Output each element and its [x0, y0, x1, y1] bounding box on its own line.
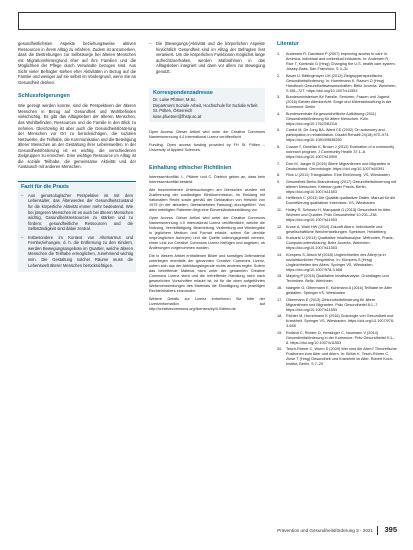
practice-summary-box — [18, 181, 136, 272]
contact-department: Department Soziale Arbeit, Hochschule für Soziale Arbeit — [153, 102, 258, 108]
reference-item — [277, 253, 397, 273]
reference-item — [277, 162, 397, 172]
reference-text: Bundeszentrale für gesundheitliche Aufklärung (2011) Gesundheitsförderung für ältere Menschen. Köln. https://doi.org/10.17623/BZGA — [286, 111, 377, 126]
reference-number: 2. — [277, 73, 281, 78]
reference-item — [277, 145, 397, 160]
reference-text: Helfferich C (2011) Die Qualität qualitativer Daten. Manual für die Durchführung qualitativer Interviews. VS, Wiesbaden — [286, 196, 396, 206]
reference-text: Cowan Y, Donelan K, Brown J (2012) Evaluation of a community outreach program. J Community Health 37:1–8. https://doi.org/10.1007/s10900 — [286, 144, 395, 159]
header-bar — [18, 12, 396, 30]
reference-number: 3. — [277, 95, 281, 100]
reference-number: 12. — [277, 224, 283, 229]
reference-item — [277, 173, 397, 178]
contact-name: Dr. Luise Pfütner, M.Sc. — [153, 97, 197, 103]
reference-item — [277, 128, 397, 143]
reference-number: 13. — [277, 236, 283, 241]
page-footer — [277, 526, 397, 538]
reference-text: Holley R, Schwarz H, Marquardt G (2015) Gesundheit im Alter. Wohnen und Quartier. Präv Gesundheitsf 10:231–238. https://doi.org/10.1007/s11553 — [286, 207, 392, 222]
reference-item — [277, 314, 397, 329]
reference-text: Mayring P (2015) Qualitative Inhaltsanalyse. Grundlagen und Techniken. Beltz, Weinheim — [286, 274, 389, 284]
reference-list — [277, 52, 397, 367]
reference-item — [277, 95, 397, 110]
correspondence-box — [149, 88, 265, 122]
reference-item — [277, 208, 397, 223]
reference-number: 19. — [277, 330, 283, 335]
reference-text: Andersen R, Davidson P (2007) Improving access to care in America: individual and contextual indicators. In: Andersen R, Rice T, Kominski G (Hrsg) Changing the U.S. health care system. Jossey-Bass, San Francisco, S 3–31 — [286, 52, 396, 71]
footer-divider — [377, 526, 378, 535]
reference-number: 4. — [277, 111, 281, 116]
reference-number: 7. — [277, 161, 281, 166]
reference-item — [277, 74, 397, 94]
page-number: 395 — [384, 525, 397, 534]
funding-note: Funding. Open access funding provided by FH St. Pölten – University of Applied Sciences. — [149, 143, 265, 153]
reference-number: 10. — [277, 196, 283, 201]
column-right — [277, 41, 397, 369]
practice-item: – Insbesondere im Kontext von Altersarmut und Fernbeziehungen, d. h. die Entfernung zu den Kindern, werden Bewegungsangebote im Quartier, welche älteren Menschen die Teilhabe ermöglichen, zunehmend wichtig sein. Die Gestaltung solcher Räume muss die Lebenswelt älterer Menschen berücksichtigen. — [21, 235, 133, 268]
references-heading: Literatur — [277, 41, 299, 47]
reference-number: 6. — [277, 144, 281, 149]
reference-text: Rolland C, Richter D, Hensinger C, Naumann V (2014) Gesundheitsförderung in der Kommune. Präv Gesundheitsf 9:1–8. https://doi.org/10.1007/s11553 — [286, 330, 395, 345]
reference-text: Kuckartz U (2014) Qualitative Inhaltsanalyse. Methoden, Praxis, Computerunterstützung. Beltz Juventa, Weinheim. https://doi.org/10.1007/s11553 — [286, 236, 394, 251]
reference-text: Dorr M, Jaeger B (2016) Ältere Migrantinnen und Migranten in Deutschland. Gerontologie. https://doi.org/10.1007/s00391 — [286, 161, 391, 171]
intro-paragraph: gesundheitlichsten Aspekte beziehungsweise aktiven Ressourcen in ihrem Alltag zu erfahren. Zudem ist anzumerken, dass die Bestrebungen zur Selbstsorge bei älteren Menschen mit Migrationshintergrund eher auf ihre Familien und die Möglichkeit der Pflege durch Verwandte bezogen sind. Aus Sicht vieler Befragter stehen eher Aktivitäten in Bezug auf die Familie und weniger auf sie selbst im Vordergrund, wenn Sie an Gesundheit denken. — [18, 41, 136, 85]
reference-item — [277, 180, 397, 195]
reference-number: 20. — [277, 347, 283, 352]
reference-text: Tesch-Römer C, Wurm S (2009) Wer sind die Alten? Theoretische Positionen zum Alter und Altern. In: Böhm K, Tesch-Römer C, Ziese T (Hrsg) Gesundheit und Krankheit im Alter. Robert Koch-Institut, Berlin, S 7–20 — [286, 347, 397, 367]
reference-number: 11. — [277, 207, 282, 212]
ethics-paragraph: Interessenkonflikt. L. Pfütner und C. Dietrich geben an, dass kein Interessenkonflikt besteht. — [149, 175, 265, 185]
reference-item — [277, 236, 397, 251]
contact-address: St. Pölten, Österreich — [153, 108, 193, 114]
reference-number: 14. — [277, 252, 283, 257]
reference-item — [277, 112, 397, 127]
reference-item — [277, 196, 397, 206]
intro-list — [149, 41, 265, 74]
reference-item — [277, 286, 397, 296]
reference-number: 1. — [277, 52, 281, 56]
reference-number: 15. — [277, 274, 283, 279]
practice-heading: Fazit für die Praxis — [21, 183, 69, 190]
reference-text: Bundesministerium für Familie, Senioren, Frauen und Jugend (2016) Siebter Altenbericht. Sorge und Mitverantwortung in der Kommune. Berlin — [286, 95, 392, 110]
reference-number: 8. — [277, 173, 281, 178]
reference-item — [277, 347, 397, 367]
open-access-note: Open Access. Dieser Artikel wird unter der Creative Commons Namensnennung 4.0 International Lizenz veröffentlicht. — [149, 130, 265, 140]
reference-text: Cardol M, De Jong BA, Ward CD (2002) On autonomy and participation in rehabilitation. Disabil Rehabil 24(18):970–974. https://doi.org/10.1080/09638280 — [286, 128, 390, 143]
practice-item: – Aus gerontologischer Perspektive ist mit dem Lebensalter, das Älterwerden der Gesundheitszustand für die körperliche Aktivität immer mehr bedeutend. Wie bei jüngeren Menschen ist es auch bei älteren Menschen wichtig, Gesundheitsressourcen zu stärken und zu fördern; gesundheitliche Ressourcen und die Selbständigkeit sind dabei zentral. — [21, 193, 133, 232]
reference-number: 9. — [277, 179, 281, 184]
journal-citation: Prävention und Gesundheitsförderung 3 · 2021 — [277, 528, 373, 533]
reference-number: 17. — [277, 297, 283, 302]
reference-item — [277, 52, 397, 72]
reference-item — [277, 225, 397, 235]
intro-list-item: – Die (Bewegungs-)Aktivität und die körperlichen Aspekte hinsichtlich Gesundheit sind im Alltag der Befragten fest verankert. Um die körperlichen Funktionen möglichst lange aufrechtzuerhalten, werden Maßnahmen in das Alltagsleben integriert und dann vor allem zur Bewegung genutzt. — [149, 41, 265, 74]
reference-text: Bauer U, Bittlingmayer UH (2012) Zielgruppenspezifische Gesundheitsförderung. In: Hurrelmann K, Razum O (Hrsg) Handbuch Gesundheitswissenschaften. Beltz Juventa, Weinheim, S 691–727. https://doi.org/10.1007/s11553 — [286, 73, 397, 93]
reference-text: Kümpers S, Alisch M (2018) Ungleichheiten des Alter(n)s in sozialräumlicher Perspektive. In: Kümpers S (Hrsg) Ungleichheiten des Alters. Springer VS, Wiesbaden. https://doi.org/10.1007/978-3-658 — [286, 252, 386, 272]
reference-item — [277, 274, 397, 284]
column-middle — [149, 41, 265, 312]
ethics-paragraph: Open Access. Dieser Artikel wird unter der Creative Commons Namensnennung 4.0 International Lizenz veröffentlicht, welche die Nutzung, Vervielfältigung, Bearbeitung, Verbreitung und Wiedergabe in jeglichem Medium und Format erlaubt, sofern Sie den/die ursprünglichen Autor(en) und die Quelle ordnungsgemäß nennen, einen Link zur Creative Commons Lizenz beifügen und angeben, ob Änderungen vorgenommen wurden. — [149, 216, 265, 251]
reference-number: 5. — [277, 128, 281, 133]
contact-email[interactable]: luise.pfuetner@fhstp.ac.at — [153, 113, 202, 119]
reference-text: Richter M, Hurrelmann K (2016) Soziologie von Gesundheit und Krankheit. Springer VS, Wiesbaden. https://doi.org/10.1007/978-3-658 — [286, 314, 395, 329]
reference-text: Naegele G, Olbermann E, Kuhlmann A (2016) Teilhabe im Alter gestalten. Springer VS, Wiesbaden — [286, 285, 392, 295]
reference-text: Flick U (2011) Triangulation. Eine Einführung. VS, Wiesbaden — [286, 173, 390, 178]
reference-item — [277, 298, 397, 313]
ethics-heading: Einhaltung ethischer Richtlinien — [149, 165, 232, 172]
reference-text: Kruse A, Wahl HW (2010) Zukunft Altern. Individuelle und gesellschaftliche Weichenstellungen. Spektrum, Heidelberg — [286, 224, 386, 234]
ethics-paragraph: Weitere Details zur Lizenz entnehmen Sie bitte der Lizenzinformation auf http://creativecommons.org/licenses/by/4.0/deed.de. — [149, 297, 265, 312]
reference-text: Gesundheit Berlin-Brandenburg (2017) Gesundheitsförderung mit älteren Menschen. Kriterien guter Praxis. Berlin. https://doi.org/10.1007/s11553 — [286, 179, 397, 194]
ethics-paragraph: Die in diesem Artikel enthaltenen Bilder und sonstiges Drittmaterial unterliegen ebenfalls der genannten Creative Commons Lizenz, sofern sich aus der Abbildungslegende nichts anderes ergibt. Sofern das betreffende Material nicht unter der genannten Creative Commons Lizenz steht und die betreffende Handlung nicht nach gesetzlichen Vorschriften erlaubt ist, ist für die oben aufgeführten Weiterverwendungen des Materials die Einwilligung des jeweiligen Rechteinhabers einzuholen. — [149, 254, 265, 294]
conclusion-paragraph: Wie gezeigt werden konnte, sind die Perspektiven der älteren Menschen in Bezug auf Gesundheit und Wohlbefinden vielschichtig. Es gibt das Alltagsleben der älteren Menschen, das Wohlbefinden, Ressourcen und die Familie in den Blick zu nehmen. Gleichzeitig ist aber auch die Gesundheitsförderung der Menschen vor Ort zu berücksichtigen, die sozialen Netzwerke, die Teilhabe, die Kommunikation und die Beteiligung älterer Menschen an der Gestaltung ihrer Lebenswelten. In der Gesundheitsförderung ist es wichtig, die verschiedenen Zielgruppen zu erreichen. Eine wichtige Ressource im Alltag ist die soziale Teilhabe, die gemeinsame Aktivität und der Austausch mit anderen Menschen. — [18, 103, 136, 170]
section-heading-conclusions: Schlussfolgerungen — [18, 93, 70, 100]
reference-number: 16. — [277, 285, 283, 290]
correspondence-heading: Korrespondenzadresse — [153, 90, 213, 97]
reference-item — [277, 331, 397, 346]
practice-list — [21, 193, 133, 268]
ethics-paragraph: Alle beschriebenen Untersuchungen am Menschen wurden mit Zustimmung der zuständigen Ethikkommission, im Einklang mit nationalem Recht sowie gemäß der Deklaration von Helsinki von 1975 (in der aktuellen, überarbeiteten Fassung) durchgeführt. Von allen beteiligten Patienten liegt eine Einverständniserklärung vor. — [149, 188, 265, 213]
reference-text: Olbermann E (2013) Gesundheitsförderung für ältere Migrantinnen und Migranten. Präv Gesundheitsf 8:1–7. https://doi.org/10.1007/s11553 — [286, 297, 379, 312]
reference-number: 18. — [277, 314, 283, 319]
column-left — [18, 41, 136, 272]
